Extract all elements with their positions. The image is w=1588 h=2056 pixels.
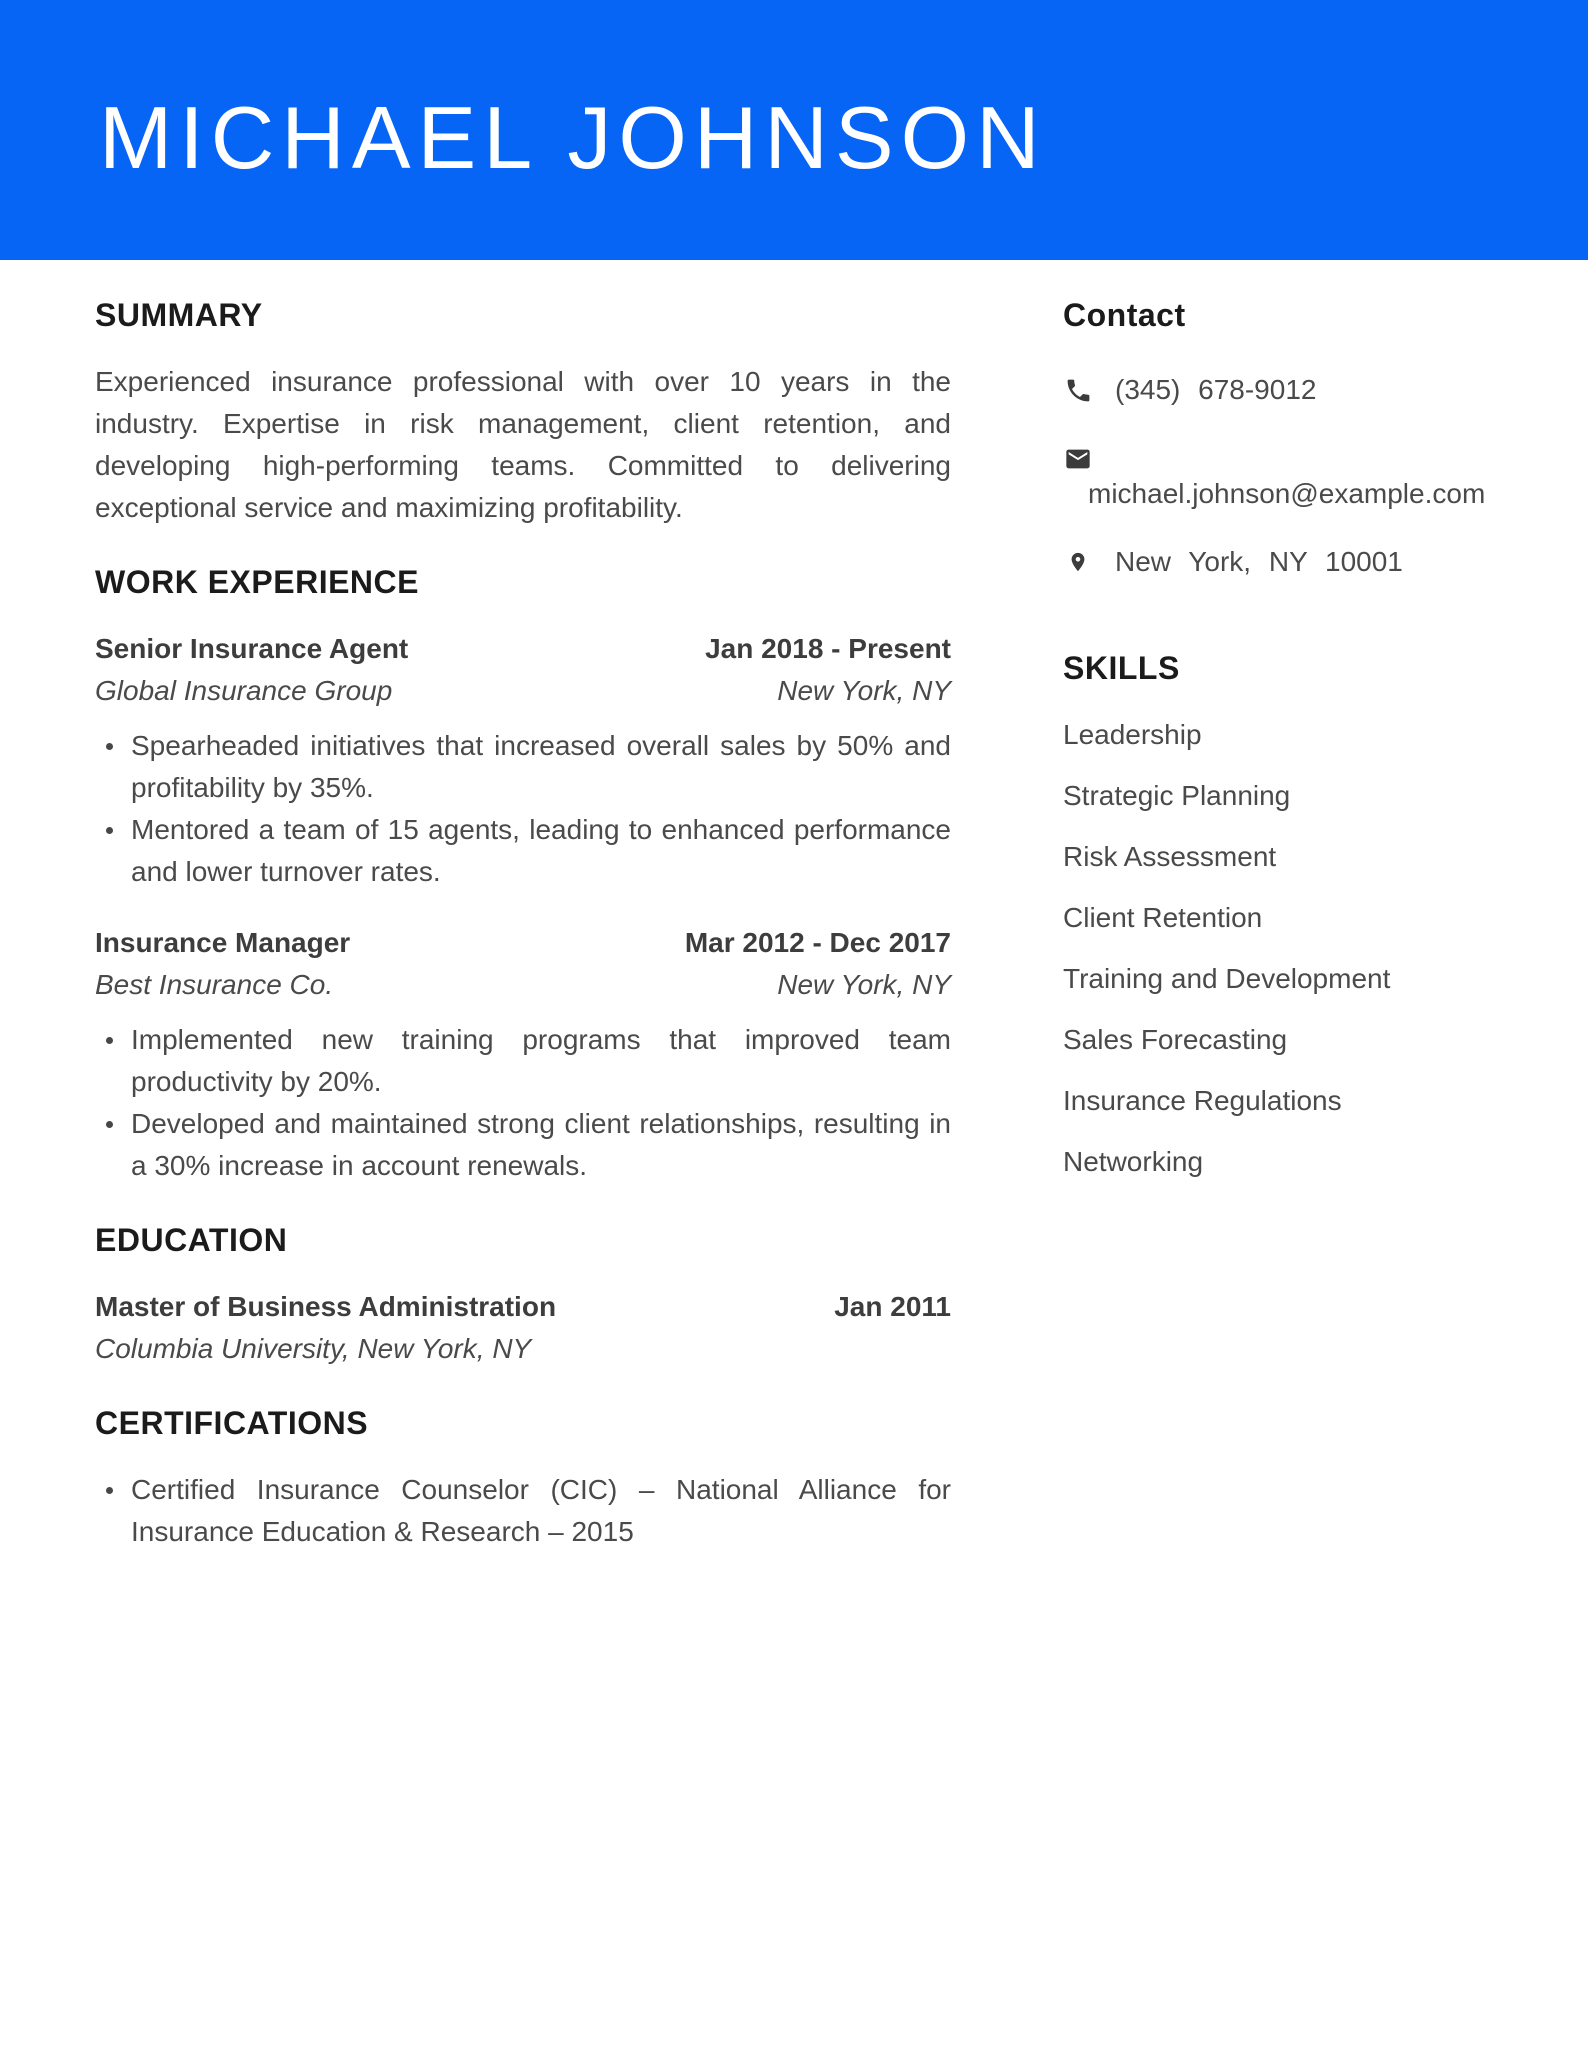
job-bullet: Mentored a team of 15 agents, leading to enhanced performance and lower turnover rates.	[95, 809, 951, 893]
job-entry	[95, 628, 951, 893]
skill-item: Sales Forecasting	[1063, 1024, 1288, 1055]
job-title: Senior Insurance Agent	[95, 633, 409, 664]
sidebar-column	[1063, 295, 1533, 1183]
summary-heading: SUMMARY	[95, 297, 263, 333]
job-dates: Jan 2018 - Present	[705, 633, 951, 664]
certifications-heading: CERTIFICATIONS	[95, 1405, 369, 1441]
job-bullet: Implemented new training programs that improved team productivity by 20%.	[95, 1019, 951, 1103]
job-title-row	[95, 628, 951, 670]
education-section	[95, 1220, 951, 1370]
skills-list	[1063, 714, 1533, 1183]
skill-item: Insurance Regulations	[1063, 1085, 1342, 1116]
skill-item: Leadership	[1063, 719, 1202, 750]
education-heading: EDUCATION	[95, 1222, 288, 1258]
candidate-name: MICHAEL JOHNSON	[99, 88, 1047, 187]
work-experience-section	[95, 562, 951, 1187]
content-area	[0, 260, 1588, 1553]
contact-phone-row	[1063, 369, 1533, 411]
skills-section	[1063, 648, 1533, 1183]
job-location: New York, NY	[777, 969, 951, 1000]
skill-item: Networking	[1063, 1146, 1204, 1177]
contact-section	[1063, 295, 1533, 583]
education-school: Columbia University, New York, NY	[95, 1333, 532, 1364]
job-location: New York, NY	[777, 675, 951, 706]
contact-location-row	[1063, 541, 1533, 583]
skill-item: Client Retention	[1063, 902, 1263, 933]
job-company-row	[95, 670, 951, 712]
location-pin-icon	[1063, 547, 1093, 577]
job-bullet: Developed and maintained strong client relationships, resulting in a 30% increase in account renewals.	[95, 1103, 951, 1187]
contact-phone: (345) 678-9012	[1115, 374, 1317, 405]
job-company: Best Insurance Co.	[95, 969, 334, 1000]
contact-email-row	[1063, 445, 1533, 515]
education-date: Jan 2011	[834, 1291, 951, 1322]
summary-text: Experienced insurance professional with over 10 years in the industry. Expertise in risk management, client retention, and developing high-performing teams. Committed to delivering exceptional service and maximizing profitability.	[95, 366, 951, 523]
contact-heading: Contact	[1063, 297, 1186, 333]
job-bullet-list	[95, 1019, 951, 1187]
contact-email: michael.johnson@example.com	[1088, 478, 1486, 509]
job-dates: Mar 2012 - Dec 2017	[684, 927, 951, 958]
job-title-row	[95, 922, 951, 964]
contact-location: New York, NY 10001	[1115, 546, 1403, 577]
job-bullet: Spearheaded initiatives that increased overall sales by 50% and profitability by 35%.	[95, 725, 951, 809]
certification-item: Certified Insurance Counselor (CIC) – National Alliance for Insurance Education & Research – 2015	[95, 1469, 951, 1553]
summary-section	[95, 295, 951, 529]
job-company-row	[95, 964, 951, 1006]
phone-icon	[1063, 376, 1093, 405]
skills-heading: SKILLS	[1063, 650, 1180, 686]
job-title: Insurance Manager	[95, 927, 351, 958]
skill-item: Training and Development	[1063, 963, 1391, 994]
certifications-list	[95, 1469, 951, 1553]
certifications-section	[95, 1403, 951, 1553]
work-experience-heading: WORK EXPERIENCE	[95, 564, 419, 600]
skill-item: Risk Assessment	[1063, 841, 1277, 872]
education-degree-row	[95, 1286, 951, 1328]
envelope-icon	[1063, 445, 1093, 473]
education-degree: Master of Business Administration	[95, 1291, 557, 1322]
skill-item: Strategic Planning	[1063, 780, 1291, 811]
main-column	[95, 295, 951, 1553]
job-bullet-list	[95, 725, 951, 893]
job-company: Global Insurance Group	[95, 675, 393, 706]
education-school-row	[95, 1328, 951, 1370]
job-entry	[95, 922, 951, 1187]
header-banner	[0, 0, 1588, 260]
